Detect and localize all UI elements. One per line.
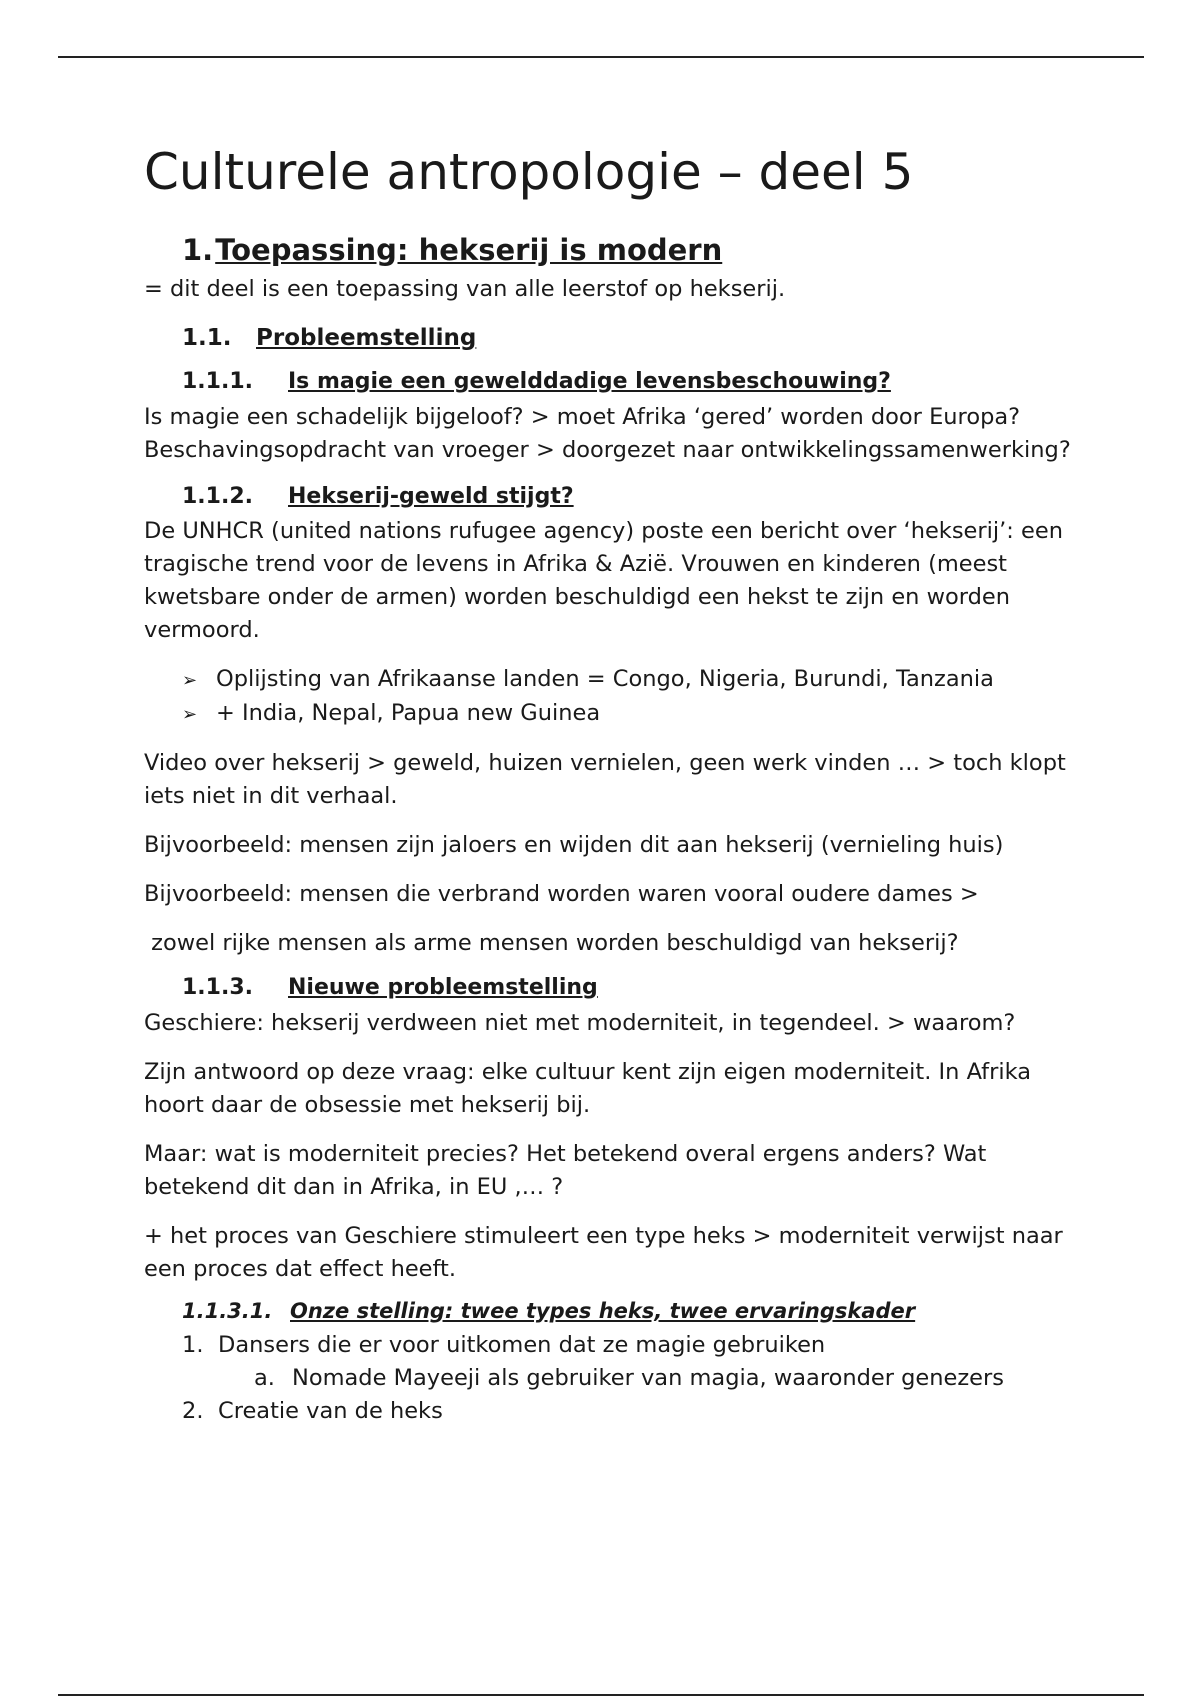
list-marker: 1. bbox=[182, 1332, 204, 1359]
section-heading-1-1 bbox=[182, 324, 1084, 354]
paragraph: Geschiere: hekserij verdween niet met moderniteit, in tegendeel. > waarom? bbox=[144, 1009, 1016, 1036]
section-number: 1.1.3. bbox=[182, 975, 253, 1001]
section-title: Probleemstelling bbox=[256, 325, 477, 352]
list-item bbox=[182, 1329, 1084, 1362]
paragraph: De UNHCR (united nations rufugee agency) poste een bericht over ‘hekserij’: een tragische trend voor de levens in Afrika & Azië. Vrouwen en kinderen (meest kwetsbare onder de armen) worden beschuldigd een hekst te zijn en worden vermoord. bbox=[144, 518, 1063, 644]
list-item-text: Dansers die er voor uitkomen dat ze magie gebruiken bbox=[218, 1332, 826, 1359]
list-item bbox=[254, 1362, 1084, 1395]
section-title: Is magie een gewelddadige levensbeschouwing? bbox=[288, 369, 891, 395]
section-heading-1-1-2 bbox=[182, 483, 1084, 512]
paragraph: Maar: wat is moderniteit precies? Het betekend overal ergens anders? Wat betekend dit dan in Afrika, in EU ,… ? bbox=[144, 1140, 987, 1200]
paragraph: + het proces van Geschiere stimuleert een type heks > moderniteit verwijst naar een proces dat effect heeft. bbox=[144, 1222, 1063, 1282]
section-heading-1-1-3 bbox=[182, 974, 1084, 1003]
bullet-list bbox=[182, 663, 1084, 731]
section-title: Hekserij-geweld stijgt? bbox=[288, 483, 574, 509]
numbered-list bbox=[182, 1329, 1084, 1428]
section-title: Nieuwe probleemstelling bbox=[288, 975, 598, 1001]
list-item-text: + India, Nepal, Papua new Guinea bbox=[216, 700, 601, 727]
section-number: 1.1.1. bbox=[182, 369, 253, 395]
section-number: 1. bbox=[182, 232, 214, 267]
section-title: Toepassing: hekserij is modern bbox=[215, 232, 723, 267]
page-title: Culturele antropologie – deel 5 bbox=[144, 143, 914, 201]
list-item-text: Nomade Mayeeji als gebruiker van magia, waaronder genezers bbox=[292, 1365, 1004, 1392]
list-marker: a. bbox=[254, 1365, 275, 1392]
header-rule bbox=[58, 56, 1144, 58]
section-heading-1-1-3-1 bbox=[182, 1298, 1084, 1325]
paragraph: Bijvoorbeeld: mensen die verbrand worden waren vooral oudere dames > bbox=[144, 881, 979, 908]
paragraph: zowel rijke mensen als arme mensen worden beschuldigd van hekserij? bbox=[144, 930, 959, 957]
paragraph: Is magie een schadelijk bijgeloof? > moet Afrika ‘gered’ worden door Europa? Beschavingsopdracht van vroeger > doorgezet naar ontwikkelingssamenwerking? bbox=[144, 403, 1071, 463]
list-item bbox=[182, 697, 1084, 731]
section-number: 1.1.2. bbox=[182, 483, 253, 509]
paragraph: Bijvoorbeeld: mensen zijn jaloers en wijden dit aan hekserij (vernieling huis) bbox=[144, 832, 1004, 859]
section-title: Onze stelling: twee types heks, twee ervaringskader bbox=[290, 1298, 916, 1323]
list-marker: 2. bbox=[182, 1398, 204, 1425]
footer-rule bbox=[58, 1694, 1144, 1696]
arrow-bullet-icon: ➢ bbox=[182, 670, 198, 692]
list-item-text: Creatie van de heks bbox=[218, 1398, 443, 1425]
document-body bbox=[144, 130, 1084, 1444]
section-number: 1.1. bbox=[182, 325, 232, 352]
paragraph: Video over hekserij > geweld, huizen vernielen, geen werk vinden … > toch klopt iets niet in dit verhaal. bbox=[144, 750, 1066, 810]
section-heading-1 bbox=[182, 232, 1084, 270]
paragraph: Zijn antwoord op deze vraag: elke cultuur kent zijn eigen moderniteit. In Afrika hoort daar de obsessie met hekserij bij. bbox=[144, 1058, 1032, 1118]
list-item bbox=[182, 663, 1084, 697]
section-number: 1.1.3.1. bbox=[182, 1298, 273, 1323]
list-item-text: Oplijsting van Afrikaanse landen = Congo, Nigeria, Burundi, Tanzania bbox=[216, 666, 994, 693]
arrow-bullet-icon: ➢ bbox=[182, 704, 198, 726]
intro-paragraph: = dit deel is een toepassing van alle leerstof op hekserij. bbox=[144, 276, 786, 303]
section-heading-1-1-1 bbox=[182, 368, 1084, 397]
list-item bbox=[182, 1395, 1084, 1428]
